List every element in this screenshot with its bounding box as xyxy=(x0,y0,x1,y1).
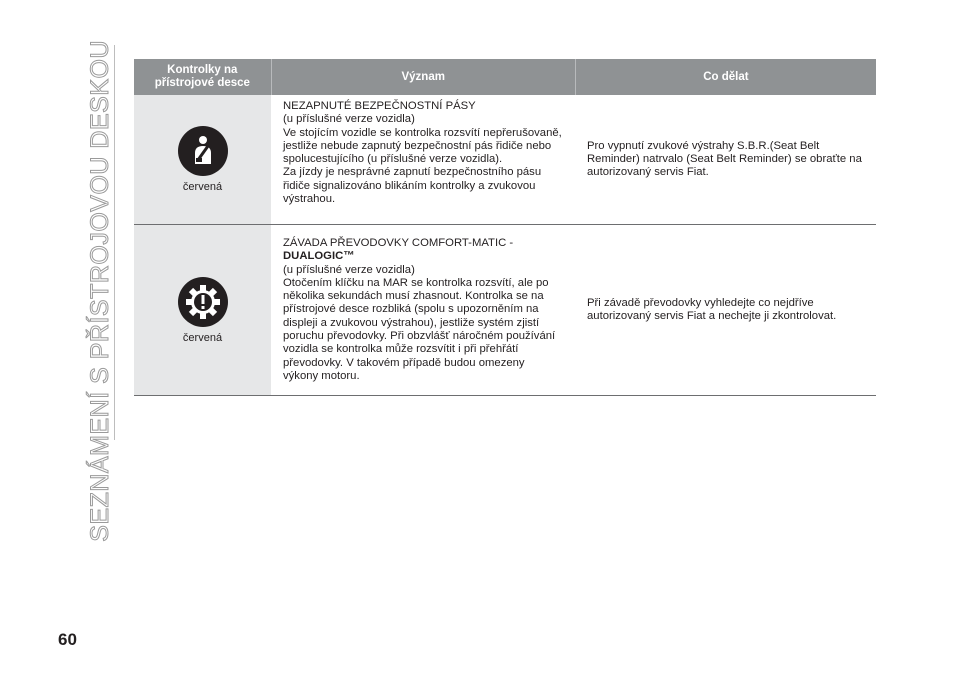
meaning-line: jestliže nebude zapnutý bezpečnostní pás řidiče nebo xyxy=(283,139,552,152)
header-lights-line: Kontrolky na xyxy=(167,64,238,76)
meaning-line: několika sekundách musí zhasnout. Kontrolka se na xyxy=(283,290,544,303)
meaning-line: výkony motoru. xyxy=(283,369,360,382)
header-meaning: Význam xyxy=(271,59,576,95)
icon-color-label: červená xyxy=(182,331,223,344)
warning-lights-table xyxy=(134,59,876,396)
table-row xyxy=(134,95,876,225)
side-rule xyxy=(114,45,115,440)
meaning-cell xyxy=(271,225,575,395)
header-action: Co dělat xyxy=(703,70,749,83)
action-line: Při závadě převodovky vyhledejte co nejdříve xyxy=(587,296,814,309)
icon-color-label: červená xyxy=(182,181,223,193)
meaning-line: NEZAPNUTÉ BEZPEČNOSTNÍ PÁSY xyxy=(283,100,476,112)
meaning-line: přístrojové desce rozbliká (spolu s upozorněním na xyxy=(283,303,539,316)
header-lights-line: přístrojové desce xyxy=(154,77,250,89)
meaning-cell xyxy=(271,95,575,224)
meaning-line: řidiče signalizováno blikáním kontrolky a zvukovou xyxy=(283,179,536,192)
gearbox-fault-icon xyxy=(178,277,228,327)
table-row xyxy=(134,225,876,396)
seatbelt-warning-icon xyxy=(178,126,228,176)
meaning-line: spolucestujícího (u příslušné verze vozidla). xyxy=(283,153,503,166)
action-line: autorizovaný servis Fiat. xyxy=(587,166,709,179)
meaning-line: výstrahou. xyxy=(283,193,336,206)
meaning-line: poruchu převodovky. Při obzvlášť náročném používání xyxy=(283,330,556,343)
meaning-title: ZÁVADA PŘEVODOVKY COMFORT-MATIC - xyxy=(283,237,514,249)
header-lights xyxy=(134,59,271,95)
side-section-title-text: SEZNÁMENÍ S PŘÍSTROJOVOU DESKOU xyxy=(85,40,114,542)
action-cell xyxy=(575,95,876,224)
table-header xyxy=(134,59,876,95)
meaning-line: vozidla se kontrolka může rozsvítit i při přehřátí xyxy=(283,343,519,356)
meaning-line: převodovky. V takovém případě budou omezeny xyxy=(283,356,525,369)
action-line: Reminder) natrvalo (Seat Belt Reminder) se obraťte na xyxy=(587,152,862,165)
meaning-title-bold: DUALOGIC™ xyxy=(283,250,355,263)
icon-cell xyxy=(134,95,271,224)
action-line: Pro vypnutí zvukové výstrahy S.B.R.(Seat Belt xyxy=(587,139,820,152)
meaning-line: (u příslušné verze vozidla) xyxy=(283,263,415,276)
side-section-title xyxy=(85,40,114,542)
meaning-line: (u příslušné verze vozidla) xyxy=(283,113,415,126)
action-line: autorizovaný servis Fiat a nechejte ji zkontrolovat. xyxy=(587,310,837,322)
page-number: 60 xyxy=(58,630,77,649)
meaning-line: Otočením klíčku na MAR se kontrolka rozsvítí, ale po xyxy=(283,276,549,289)
icon-cell xyxy=(134,225,271,395)
action-cell xyxy=(575,225,876,395)
meaning-line: displeji a zvukovou výstrahou), jestliže systém zjistí xyxy=(283,316,540,329)
meaning-line: Ve stojícím vozidle se kontrolka rozsvítí nepřerušovaně, xyxy=(283,126,562,139)
meaning-line: Za jízdy je nesprávné zapnutí bezpečnostního pásu xyxy=(283,166,542,179)
